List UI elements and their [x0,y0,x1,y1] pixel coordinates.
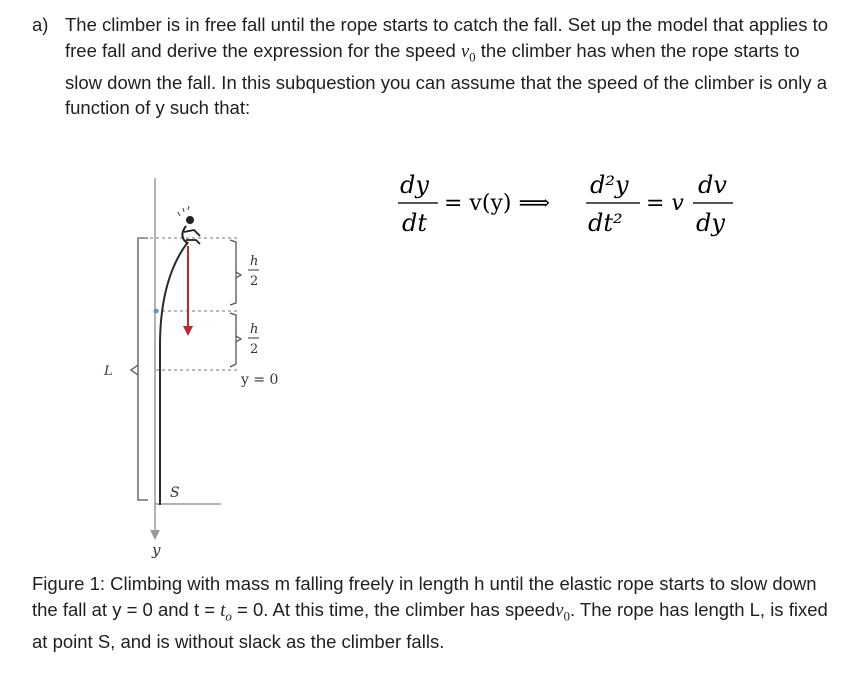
equation-svg [390,165,750,245]
caption-part2: = 0. At this time, the climber has speed [231,598,556,620]
velocity-equation [390,165,750,245]
h-bottom-label: h [250,322,259,337]
v0-symbol [460,41,476,65]
y-axis-label: y [152,541,161,559]
eq-equals-v: = v [646,191,684,216]
rope-anchor-dot [154,309,159,314]
t0-sub: o [225,608,232,624]
question-text-part2: the climber has when the rope starts to slow down the fall. In this subquestion you can assume that the speed of the climber is only a function of y such that: [65,39,828,119]
figure-svg [90,170,310,570]
fall-arrow-head [183,326,193,336]
figure-caption [32,571,832,654]
anchor-S-label: S [170,485,180,501]
h-half-bottom-bracket [230,313,236,367]
h-half-bottom-tick [236,336,241,342]
caption-v0-symbol [555,600,570,624]
question-text-part1: The climber is in free fall until the rope starts to catch the fall. Set up the model that applies to free fall and derive the expression for the speed [65,14,829,61]
eq-dy-denominator: dy [696,209,725,237]
question-text [65,12,835,121]
L-bracket [138,238,148,500]
t0-var: t [220,600,226,621]
y-zero-label: y = 0 [241,372,279,388]
v0-sub: 0 [469,49,476,65]
y-axis-arrowhead [150,530,160,540]
caption-part3: . The rope has length L, is fixed at point S, and is without slack as the climber falls. [32,598,828,652]
L-bracket-tick [131,365,138,375]
climbing-figure [90,170,310,570]
eq-dv-numerator: dv [698,171,727,199]
caption-part1: Figure 1: Climbing with mass m falling freely in length h until the elastic rope starts to slow down the fall at y = 0 and t = [32,573,817,620]
eq-dt-denominator: dt [402,209,428,237]
rope [160,242,188,505]
h-half-top-tick [236,272,241,278]
two-bottom-label: 2 [250,342,259,357]
L-label: L [104,364,113,379]
h-top-label: h [250,254,259,269]
caption-v0-sub: 0 [563,608,570,624]
eq-dy-numerator: dy [400,171,429,199]
t0-symbol [220,600,232,624]
h-half-top-bracket [230,240,236,305]
caption-v0-var: v [555,600,564,621]
v0-var: v [460,41,470,62]
eq-equals-v-implies: = v(y) ⟹ [444,191,550,216]
question-label: a) [32,14,49,35]
eq-d2y-numerator: d²y [590,171,629,199]
eq-dt2-denominator: dt² [588,209,623,237]
two-top-label: 2 [250,274,259,289]
